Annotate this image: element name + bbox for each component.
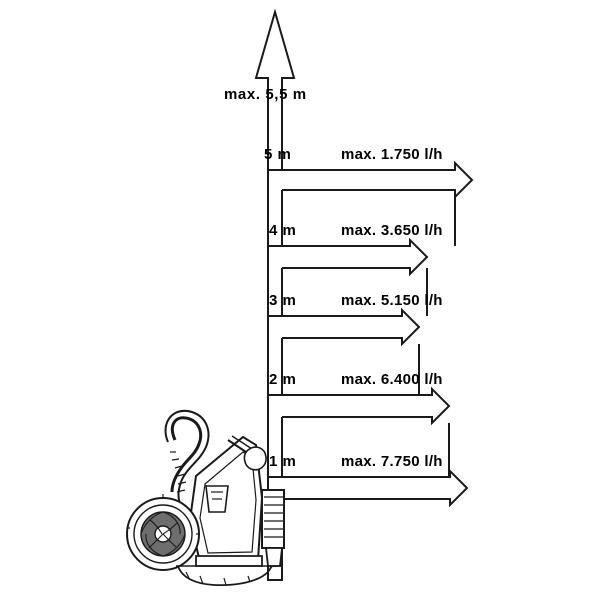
height-label-5m: 5 m (264, 146, 292, 163)
height-label-2m: 2 m (269, 371, 297, 388)
submersible-pump-illustration (127, 411, 284, 585)
height-label-4m: 4 m (269, 222, 297, 239)
height-label-1m: 1 m (269, 453, 297, 470)
max-head-label: max. 5,5 m (224, 86, 307, 103)
flow-label-2m: max. 6.400 l/h (341, 371, 443, 388)
flow-label-1m: max. 7.750 l/h (341, 453, 443, 470)
flow-label-3m: max. 5.150 l/h (341, 292, 443, 309)
flow-label-4m: max. 3.650 l/h (341, 222, 443, 239)
flow-label-5m: max. 1.750 l/h (341, 146, 443, 163)
height-label-3m: 3 m (269, 292, 297, 309)
flow-arrow-5m (282, 163, 472, 197)
